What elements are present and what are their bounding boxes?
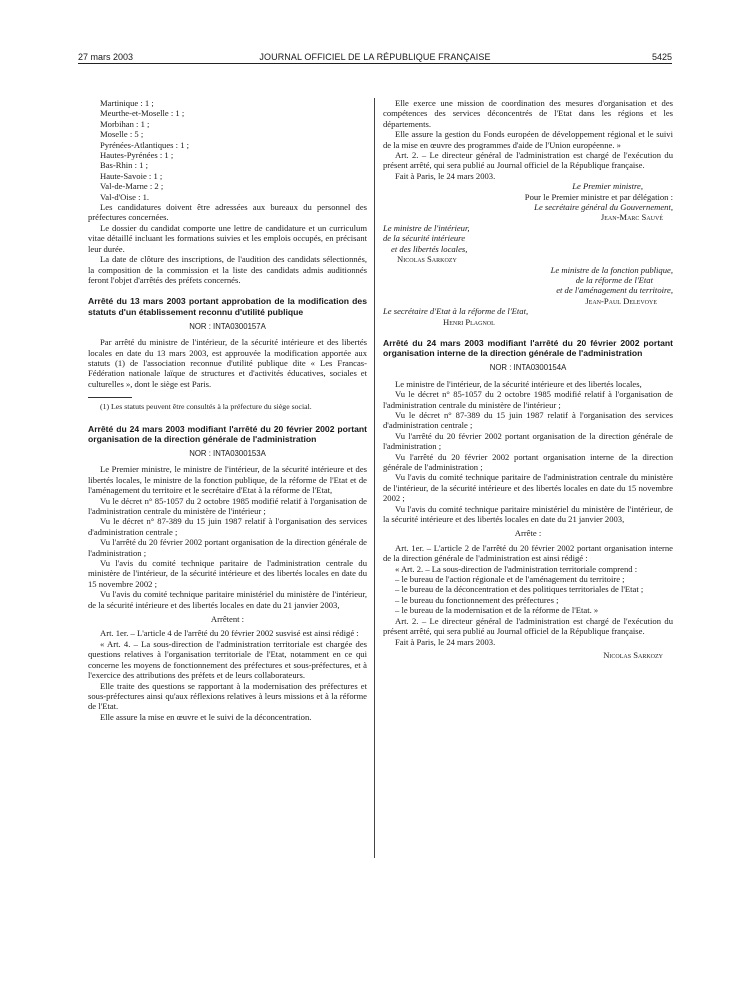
paragraph: Vu l'arrêté du 20 février 2002 portant organisation de la direction générale de l'administration ; <box>383 430 673 452</box>
column-divider <box>374 98 375 858</box>
nor-reference: NOR : INTA0300154A <box>489 363 567 373</box>
header-rule <box>78 63 672 64</box>
paragraph: Vu l'avis du comité technique paritaire ministériel du ministère de l'intérieur, de la sécurité intérieure et des libertés locales en date du 21 janvier 2003, <box>88 589 367 610</box>
list-item: Martinique : 1 ; <box>100 98 154 108</box>
list-item: Meurthe-et-Moselle : 1 ; <box>100 108 185 119</box>
paragraph: Vu le décret n° 85-1057 du 2 octobre 1985 modifié relatif à l'organisation de l'administration centrale du ministère de l'intérieur ; <box>88 495 367 516</box>
article-text: « Art. 4. – La sous-direction de l'administration territoriale est chargée des questions relatives à l'organisation territoriale de l'Etat, notamment en ce qui concerne les moyens de fonctionnement des préfectures et sous-préfectures, et à l'exercice des attributions des préfets et de leurs collaborateurs. <box>88 638 367 681</box>
paragraph: Elle assure la mise en œuvre et le suivi de la déconcentration. <box>100 711 312 722</box>
list-item: Val-d'Oise : 1. <box>100 191 150 202</box>
signature-line: Pour le Premier ministre et par délégation : <box>524 191 673 202</box>
signatory-name: Nicolas Sarkozy <box>397 254 457 265</box>
arretent-label: Arrêtent : <box>210 614 245 625</box>
list-item: – le bureau de la modernisation et de la réforme de l'Etat. » <box>395 605 599 616</box>
paragraph: Elle exerce une mission de coordination des mesures d'organisation et des compétences des services déconcentrés de l'Etat dans les régions et les départements. <box>383 98 673 129</box>
list-item: Hautes-Pyrénées : 1 ; <box>100 150 174 161</box>
article: Art. 2. – Le directeur général de l'administration est chargé de l'exécution du présent arrêté, qui sera publié au Journal officiel de la République française. <box>383 615 673 637</box>
paragraph: Par arrêté du ministre de l'intérieur, de la sécurité intérieure et des libertés locales en date du 13 mars 2003, est approuvée la modification apportée aux statuts (1) de l'association reconnue d'utilité publique dite « Les Francas-Fédération nationale laïque de structures et d'activités éducatives, sociales et culturelles », dont le siège est Paris. <box>88 337 367 389</box>
paragraph: Le Premier ministre, le ministre de l'intérieur, de la sécurité intérieure et des libertés locales, le ministre de la fonction publique, de la réforme de l'Etat et de l'aménagement du territoire et le secrétaire d'Etat à la réforme de l'Etat, <box>88 464 367 496</box>
article-text: « Art. 2. – La sous-direction de l'administration territoriale comprend : <box>395 563 638 574</box>
decree-title: Arrêté du 13 mars 2003 portant approbation de la modification des statuts d'un établissement reconnu d'utilité publique <box>88 296 367 317</box>
paragraph: Le dossier du candidat comporte une lettre de candidature et un curriculum vitae détaillé incluant les formations suivies et les emplois occupés, en précisant leur durée. <box>88 222 367 254</box>
paragraph: Le ministre de l'intérieur, de la sécurité intérieure et des libertés locales, <box>395 378 642 389</box>
header-page-number: 5425 <box>651 52 672 62</box>
paragraph: Vu le décret n° 85-1057 du 2 octobre 1985 modifié relatif à l'organisation de l'administration centrale du ministère de l'intérieur ; <box>383 389 673 410</box>
paragraph: Vu le décret n° 87-389 du 15 juin 1987 relatif à l'organisation des services d'administration centrale ; <box>383 409 673 431</box>
list-item: Haute-Savoie : 1 ; <box>100 170 163 181</box>
decree-title: Arrêté du 24 mars 2003 modifiant l'arrêté du 20 février 2002 portant organisation de la direction générale de l'administration <box>88 423 367 444</box>
date-line: Fait à Paris, le 24 mars 2003. <box>395 170 496 181</box>
signature-line: Le secrétaire général du Gouvernement, <box>534 202 673 213</box>
decree-title: Arrêté du 24 mars 2003 modifiant l'arrêté du 20 février 2002 portant organisation interne de la direction générale de l'administration <box>383 337 673 359</box>
paragraph: Elle assure la gestion du Fonds européen de développement régional et le suivi de la mise en œuvre des programmes d'aide de l'Union européenne. » <box>383 129 673 150</box>
signatory-name: Jean-Paul Delevoye <box>585 295 657 306</box>
header-title: JOURNAL OFFICIEL DE LA RÉPUBLIQUE FRANÇAISE <box>259 52 491 62</box>
paragraph: Vu l'avis du comité technique paritaire de l'administration centrale du ministère de l'intérieur, de la sécurité intérieure et des libertés locales en date du 15 novembre 2002 ; <box>383 472 673 504</box>
signatory-name: Jean-Marc Sauvé <box>600 212 663 223</box>
list-item: – le bureau de l'action régionale et de l'aménagement du territoire ; <box>395 574 625 585</box>
department-list <box>88 98 367 202</box>
left-column <box>88 98 367 722</box>
signature-line: Le Premier ministre, <box>572 181 643 192</box>
nor-reference: NOR : INTA0300153A <box>189 448 266 458</box>
paragraph: Les candidatures doivent être adressées aux bureaux du personnel des préfectures concernées. <box>88 202 367 223</box>
paragraph: La date de clôture des inscriptions, de l'audition des candidats sélectionnés, la composition de la commission et la liste des candidats admis auditionnés feront l'objet d'arrêtés des préfets concernés. <box>88 254 367 285</box>
signature-line: et des libertés locales, <box>391 243 468 254</box>
list-item: Moselle : 5 ; <box>100 129 144 140</box>
signature-line: Le ministre de l'intérieur, <box>383 222 470 233</box>
signatory-name: Henri Plagnol <box>443 316 495 327</box>
list-item: Val-de-Marne : 2 ; <box>100 181 164 192</box>
paragraph: Vu l'avis du comité technique paritaire ministériel du ministère de l'intérieur, de la sécurité intérieure et des libertés locales en date du 21 janvier 2003, <box>383 503 673 525</box>
paragraph: Vu l'arrêté du 20 février 2002 portant organisation interne de la direction générale de l'administration ; <box>383 451 673 472</box>
date-line: Fait à Paris, le 24 mars 2003. <box>395 636 496 647</box>
footnote: (1) Les statuts peuvent être consultés à la préfecture du siège social. <box>100 402 312 412</box>
arrete-label: Arrête : <box>514 528 542 539</box>
nor-reference: NOR : INTA0300157A <box>189 321 266 331</box>
paragraph: Vu l'arrêté du 20 février 2002 portant organisation de la direction générale de l'administration ; <box>88 537 367 558</box>
footnote-rule <box>88 397 132 398</box>
list-item: Morbihan : 1 ; <box>100 118 150 129</box>
article: Art. 1er. – L'article 2 de l'arrêté du 20 février 2002 portant organisation interne de la direction générale de l'administration est ainsi rédigé : <box>383 542 673 564</box>
signature-line: de la sécurité intérieure <box>383 233 466 244</box>
right-column <box>383 98 673 660</box>
article: Art. 1er. – L'article 4 de l'arrêté du 20 février 2002 susvisé est ainsi rédigé : <box>100 628 359 639</box>
list-item: Pyrénées-Atlantiques : 1 ; <box>100 139 190 150</box>
paragraph: Vu l'avis du comité technique paritaire de l'administration centrale du ministère de l'intérieur, de la sécurité intérieure et des libertés locales en date du 15 novembre 2002 ; <box>88 558 367 589</box>
paragraph: Elle traite des questions se rapportant à la modernisation des préfectures et sous-préfectures ainsi qu'aux réflexions relatives à leurs missions et à la réforme de l'Etat. <box>88 680 367 712</box>
paragraph: Vu le décret n° 87-389 du 15 juin 1987 relatif à l'organisation des services d'administration centrale ; <box>88 516 367 537</box>
signatory-name: Nicolas Sarkozy <box>603 649 663 660</box>
signature-line: de la réforme de l'Etat <box>575 274 653 285</box>
signature-line: Le ministre de la fonction publique, <box>550 264 673 275</box>
article: Art. 2. – Le directeur général de l'administration est chargé de l'exécution du présent arrêté, qui sera publié au Journal officiel de la République française. <box>383 150 673 171</box>
signature-line: Le secrétaire d'Etat à la réforme de l'Etat, <box>383 306 529 317</box>
header-date: 27 mars 2003 <box>78 52 134 62</box>
list-item: Bas-Rhin : 1 ; <box>100 160 148 171</box>
list-item: – le bureau du fonctionnement des préfectures ; <box>395 594 559 605</box>
signature-line: et de l'aménagement du territoire, <box>556 285 673 296</box>
list-item: – le bureau de la déconcentration et des politiques territoriales de l'Etat ; <box>395 584 644 595</box>
